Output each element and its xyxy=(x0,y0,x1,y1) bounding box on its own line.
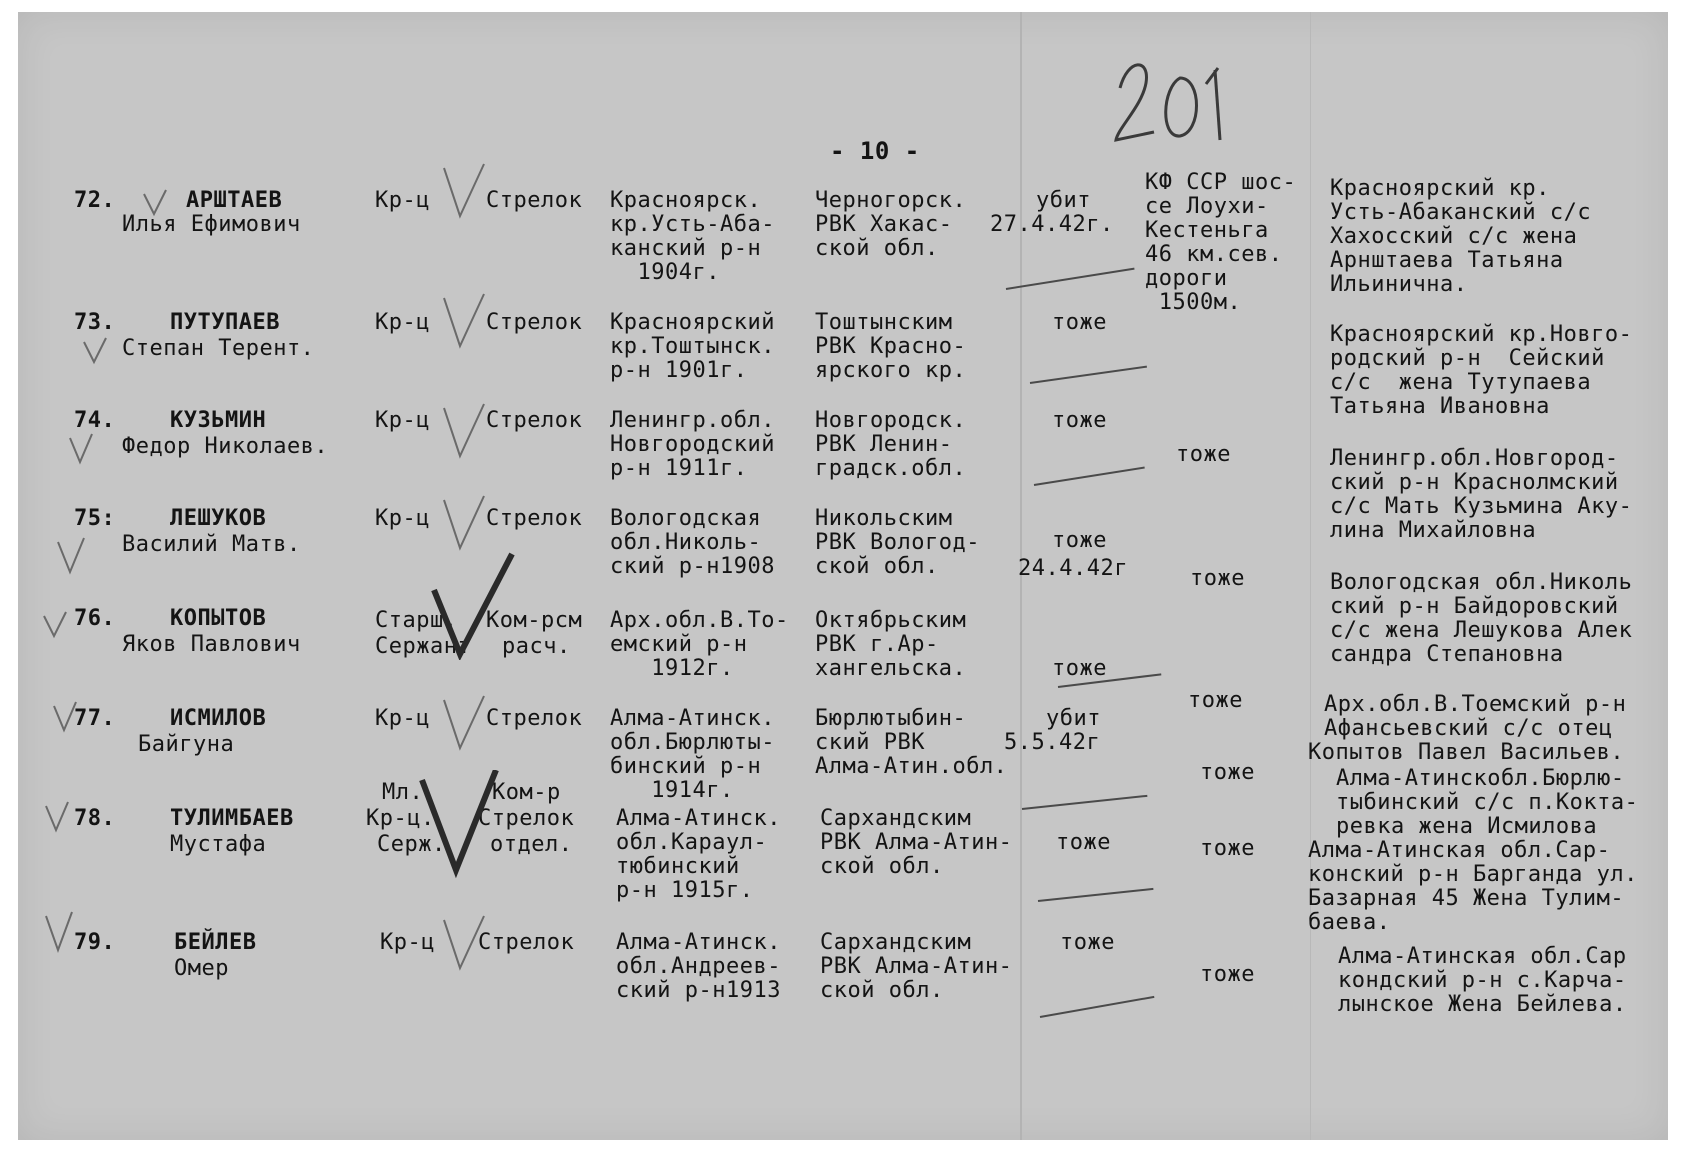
relatives-line: кондский р-н с.Карча- xyxy=(1338,968,1627,993)
draft-line: ской обл. xyxy=(820,854,944,879)
birth-line: 1904г. xyxy=(610,260,720,285)
draft-line: ской обл. xyxy=(820,978,944,1003)
burial-line: се Лоухи- xyxy=(1145,194,1269,219)
role: Ком-р xyxy=(492,780,561,805)
burial-line: 46 км.сев. xyxy=(1145,242,1283,267)
check-mark xyxy=(440,290,490,350)
relatives-line: Арнштаева Татьяна xyxy=(1330,248,1564,273)
row-number: 77. xyxy=(74,706,116,731)
birth-line: р-н 1911г. xyxy=(610,456,748,481)
draft-line: РВК Алма-Атин- xyxy=(820,830,1013,855)
row-number: 73. xyxy=(74,310,116,335)
relatives-line: лина Михайловна xyxy=(1330,518,1537,543)
check-mark xyxy=(440,492,490,552)
rank: Кр-ц xyxy=(380,930,435,955)
rank: Серж. xyxy=(377,832,446,857)
relatives-line: Ленингр.обл.Новгород- xyxy=(1330,446,1619,471)
birth-line: тюбинский xyxy=(616,854,740,879)
check-mark xyxy=(440,400,490,460)
margin-check-mark xyxy=(140,188,170,218)
rank: Кр-ц xyxy=(375,408,430,433)
birth-line: Арх.обл.В.То- xyxy=(610,608,789,633)
birth-line: кр.Усть-Аба- xyxy=(610,212,775,237)
draft-line: ский РВК xyxy=(815,730,925,755)
fate: убит xyxy=(1046,706,1101,731)
given-name: Мустафа xyxy=(170,832,267,857)
birth-line: канский р-н xyxy=(610,236,762,261)
draft-line: хангельска. xyxy=(815,656,967,681)
birth-line: Алма-Атинск. xyxy=(616,930,781,955)
birth-line: обл.Бюрлюты- xyxy=(610,730,775,755)
draft-line: ярского кр. xyxy=(815,358,967,383)
role: Стрелок xyxy=(478,806,575,831)
birth-line: р-н 1901г. xyxy=(610,358,748,383)
relatives-line: ревка жена Исмилова xyxy=(1336,814,1598,839)
page-number: - 10 - xyxy=(830,137,920,165)
birth-line: Красноярский xyxy=(610,310,775,335)
given-name: Федор Николаев. xyxy=(122,434,329,459)
handwritten-archive-number xyxy=(1110,48,1250,148)
birth-line: ский р-н1908 xyxy=(610,554,775,579)
burial: тоже xyxy=(1188,688,1243,713)
draft-line: Сархандским xyxy=(820,806,972,831)
fate: тоже xyxy=(1052,656,1107,681)
relatives-line: Копытов Павел Васильев. xyxy=(1308,740,1625,765)
relatives-line: Красноярский кр. xyxy=(1330,176,1550,201)
surname: КОПЫТОВ xyxy=(170,606,267,631)
draft-line: РВК Красно- xyxy=(815,334,967,359)
fold-line xyxy=(1310,12,1311,1140)
rank: Кр-ц. xyxy=(366,806,435,831)
fate: тоже xyxy=(1056,830,1111,855)
birth-line: Алма-Атинск. xyxy=(616,806,781,831)
birth-line: емский р-н xyxy=(610,632,748,657)
draft-line: градск.обл. xyxy=(815,456,967,481)
relatives-line: Алма-Атинская обл.Сар- xyxy=(1308,838,1611,863)
birth-line: обл.Андреев- xyxy=(616,954,781,979)
draft-line: РВК Ленин- xyxy=(815,432,953,457)
margin-check-mark xyxy=(40,610,70,640)
draft-line: Тоштынским xyxy=(815,310,953,335)
fate: тоже xyxy=(1052,310,1107,335)
margin-check-mark xyxy=(42,800,72,834)
surname: КУЗЬМИН xyxy=(170,408,267,433)
relatives-line: Татьяна Ивановна xyxy=(1330,394,1550,419)
fate: убит xyxy=(1036,188,1091,213)
margin-check-mark xyxy=(42,910,76,954)
margin-check-mark xyxy=(50,700,80,734)
fate: тоже xyxy=(1060,930,1115,955)
row-number: 76. xyxy=(74,606,116,631)
role: Стрелок xyxy=(486,706,583,731)
relatives-line: с/с жена Лешукова Алек xyxy=(1330,618,1633,643)
draft-line: РВК Хакас- xyxy=(815,212,953,237)
burial: тоже xyxy=(1200,836,1255,861)
relatives-line: Алма-Атинская обл.Сар xyxy=(1338,944,1627,969)
draft-line: РВК Алма-Атин- xyxy=(820,954,1013,979)
row-number: 78. xyxy=(74,806,116,831)
fate: тоже xyxy=(1052,408,1107,433)
rank: Старш. xyxy=(375,608,458,633)
burial: тоже xyxy=(1200,962,1255,987)
row-number: 72. xyxy=(74,188,116,213)
birth-line: обл.Николь- xyxy=(610,530,762,555)
draft-line: Никольским xyxy=(815,506,953,531)
fate: тоже xyxy=(1052,528,1107,553)
role: отдел. xyxy=(490,832,573,857)
relatives-line: с/с жена Тутупаева xyxy=(1330,370,1592,395)
surname: АРШТАЕВ xyxy=(186,188,283,213)
given-name: Яков Павлович xyxy=(122,632,301,657)
given-name: Омер xyxy=(174,956,229,981)
row-number: 79. xyxy=(74,930,116,955)
surname: ТУЛИМБАЕВ xyxy=(170,806,294,831)
relatives-line: Красноярский кр.Новго- xyxy=(1330,322,1633,347)
relatives-line: с/с Мать Кузьмина Аку- xyxy=(1330,494,1633,519)
role: Стрелок xyxy=(486,506,583,531)
birth-line: ский р-н1913 xyxy=(616,978,781,1003)
draft-line: РВК г.Ар- xyxy=(815,632,939,657)
role: Стрелок xyxy=(486,188,583,213)
burial-line: дороги xyxy=(1145,266,1228,291)
relatives-line: Усть-Абаканский с/с xyxy=(1330,200,1592,225)
role: расч. xyxy=(502,634,571,659)
relatives-line: Алма-Атинскобл.Бюрлю- xyxy=(1336,766,1625,791)
relatives-line: Базарная 45 Жена Тулим- xyxy=(1308,886,1625,911)
check-mark xyxy=(416,770,506,880)
margin-check-mark xyxy=(80,336,110,366)
surname: ИСМИЛОВ xyxy=(170,706,267,731)
draft-line: ской обл. xyxy=(815,236,939,261)
birth-line: Вологодская xyxy=(610,506,762,531)
burial: тоже xyxy=(1200,760,1255,785)
birth-line: бинский р-н xyxy=(610,754,762,779)
check-mark xyxy=(428,550,518,660)
rank: Кр-ц xyxy=(375,188,430,213)
birth-line: Алма-Атинск. xyxy=(610,706,775,731)
draft-line: Новгородск. xyxy=(815,408,967,433)
margin-check-mark xyxy=(54,536,88,576)
birth-line: обл.Караул- xyxy=(616,830,768,855)
birth-line: Новгородский xyxy=(610,432,775,457)
birth-line: кр.Тоштынск. xyxy=(610,334,775,359)
check-mark xyxy=(440,692,490,752)
draft-line: ской обл. xyxy=(815,554,939,579)
birth-line: Красноярск. xyxy=(610,188,762,213)
rank: Кр-ц xyxy=(375,706,430,731)
surname: ЛЕШУКОВ xyxy=(170,506,267,531)
role: Ком-рсм xyxy=(486,608,583,633)
relatives-line: лынское Жена Бейлева. xyxy=(1338,992,1627,1017)
relatives-line: родский р-н Сейский xyxy=(1330,346,1605,371)
draft-line: Черногорск. xyxy=(815,188,967,213)
given-name: Байгуна xyxy=(138,732,235,757)
burial-line: 1500м. xyxy=(1145,290,1242,315)
check-mark xyxy=(440,160,490,220)
birth-line: 1912г. xyxy=(610,656,734,681)
burial: тоже xyxy=(1190,566,1245,591)
rank: Кр-ц xyxy=(375,506,430,531)
draft-line: РВК Вологод- xyxy=(815,530,980,555)
draft-line: Алма-Атин.обл. xyxy=(815,754,1008,779)
row-number: 75: xyxy=(74,506,116,531)
birth-line: Ленингр.обл. xyxy=(610,408,775,433)
given-name: Степан Терент. xyxy=(122,336,315,361)
birth-line: р-н 1915г. xyxy=(616,878,754,903)
rank: Мл. xyxy=(382,780,424,805)
burial-line: Кестеньга xyxy=(1145,218,1269,243)
rank: Кр-ц xyxy=(375,310,430,335)
given-name: Василий Матв. xyxy=(122,532,301,557)
role: Стрелок xyxy=(478,930,575,955)
row-number: 74. xyxy=(74,408,116,433)
relatives-line: Ильинична. xyxy=(1330,272,1468,297)
rank: Сержант xyxy=(375,634,472,659)
margin-check-mark xyxy=(66,432,96,466)
surname: БЕЙЛЕВ xyxy=(174,930,257,955)
relatives-line: Афансьевский с/с отец xyxy=(1324,716,1613,741)
given-name: Илья Ефимович xyxy=(122,212,301,237)
role: Стрелок xyxy=(486,408,583,433)
surname: ПУТУПАЕВ xyxy=(170,310,280,335)
fate-date: 27.4.42г. xyxy=(990,212,1114,237)
burial-line: КФ ССР шос- xyxy=(1145,170,1297,195)
relatives-line: Вологодская обл.Николь xyxy=(1330,570,1633,595)
fate-date: 24.4.42г xyxy=(1018,556,1128,581)
draft-line: Бюрлютыбин- xyxy=(815,706,967,731)
fate-date: 5.5.42г xyxy=(1004,730,1101,755)
burial: тоже xyxy=(1176,442,1231,467)
relatives-line: тыбинский с/с п.Кокта- xyxy=(1336,790,1639,815)
birth-line: 1914г. xyxy=(610,778,734,803)
role: Стрелок xyxy=(486,310,583,335)
relatives-line: сандра Степановна xyxy=(1330,642,1564,667)
relatives-line: конский р-н Барганда ул. xyxy=(1308,862,1638,887)
relatives-line: баева. xyxy=(1308,910,1391,935)
check-mark xyxy=(440,912,490,972)
relatives-line: Арх.обл.В.Тоемский р-н xyxy=(1324,692,1627,717)
relatives-line: ский р-н Краснолмский xyxy=(1330,470,1619,495)
draft-line: Октябрьским xyxy=(815,608,967,633)
relatives-line: ский р-н Байдоровский xyxy=(1330,594,1619,619)
relatives-line: Хахосский с/с жена xyxy=(1330,224,1578,249)
draft-line: Сархандским xyxy=(820,930,972,955)
